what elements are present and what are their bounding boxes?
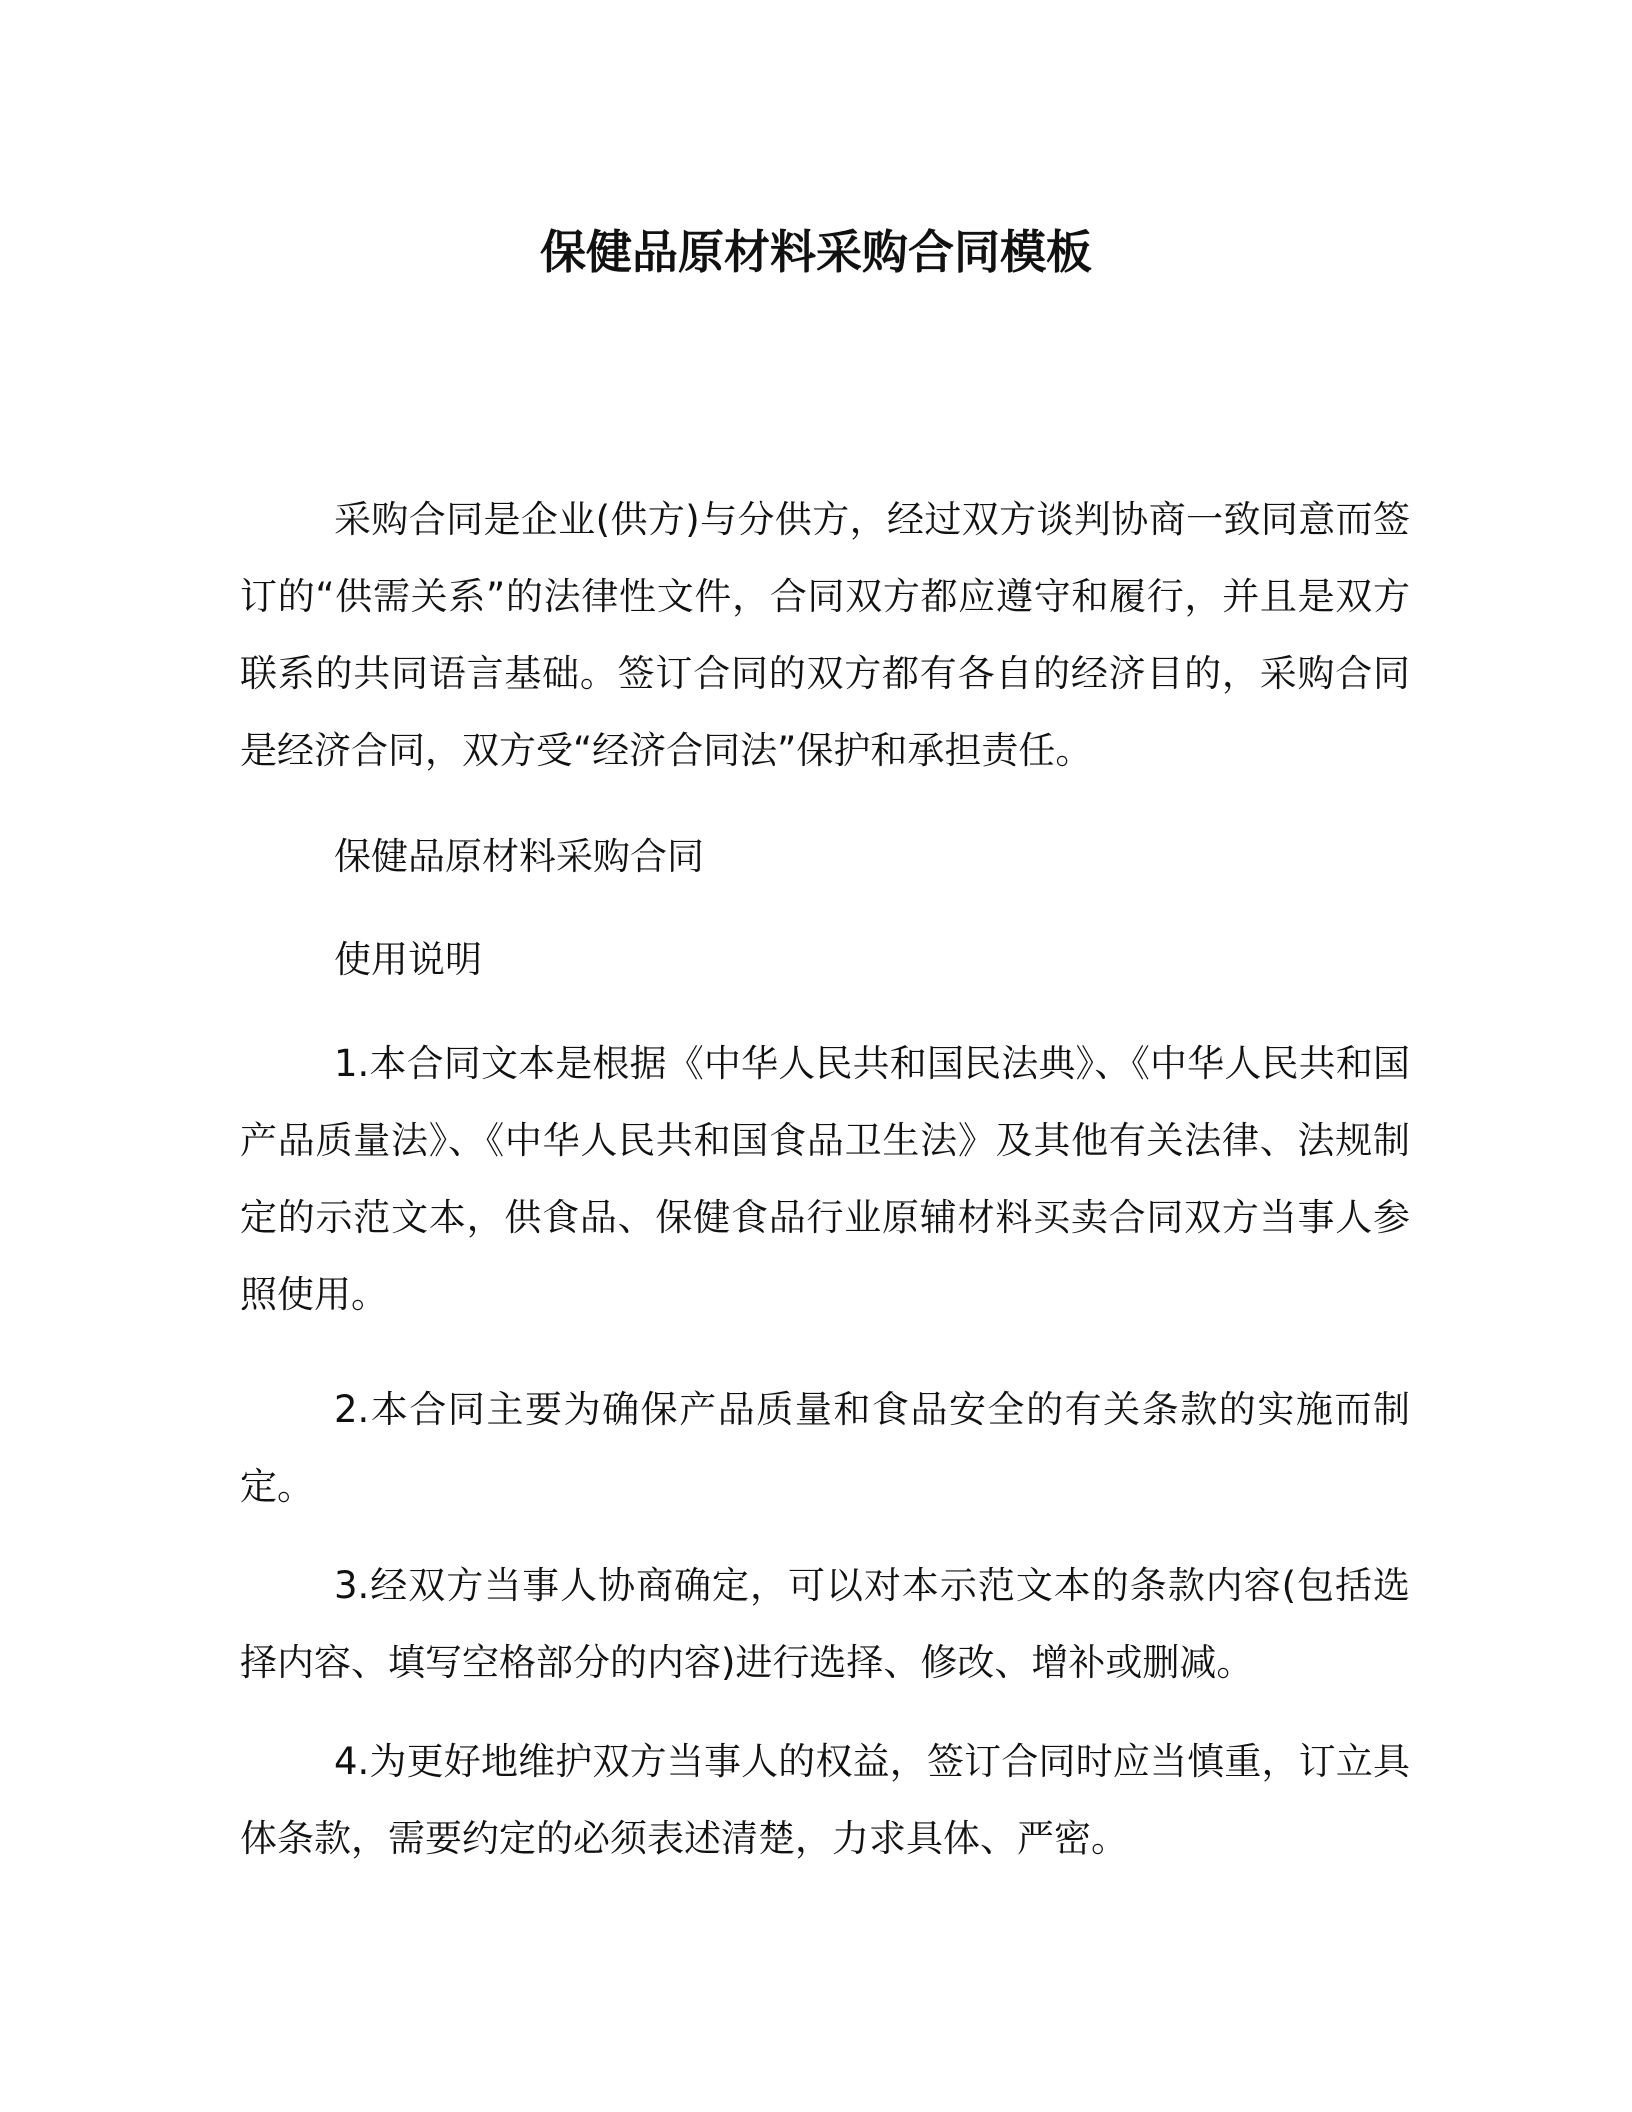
instruction-item-3: 3.经双方当事人协商确定，可以对本示范文本的条款内容(包括选择内容、填写空格部分的内容)进行选择、修改、增补或删减。 — [240, 1564, 1410, 1684]
document-title: 保健品原材料采购合同模板 — [540, 225, 1092, 279]
instruction-item-4: 4.为更好地维护双方当事人的权益，签订合同时应当慎重，订立具体条款，需要约定的必须表述清楚，力求具体、严密。 — [240, 1740, 1410, 1860]
contract-subtitle: 保健品原材料采购合同 — [334, 835, 704, 878]
instruction-item-1: 1.本合同文本是根据《中华人民共和国民法典》、《中华人民共和国产品质量法》、《中华人民共和国食品卫生法》及其他有关法律、法规制定的示范文本，供食品、保健食品行业原辅材料买卖合同双方当事人参照使用。 — [240, 1042, 1410, 1316]
instructions-heading: 使用说明 — [334, 938, 482, 981]
instruction-item-2: 2.本合同主要为确保产品质量和食品安全的有关条款的实施而制定。 — [240, 1388, 1410, 1508]
intro-paragraph: 采购合同是企业(供方)与分供方，经过双方谈判协商一致同意而签订的“供需关系”的法律性文件，合同双方都应遵守和履行，并且是双方联系的共同语言基础。签订合同的双方都有各自的经济目的，采购合同是经济合同，双方受“经济合同法”保护和承担责任。 — [240, 498, 1410, 772]
